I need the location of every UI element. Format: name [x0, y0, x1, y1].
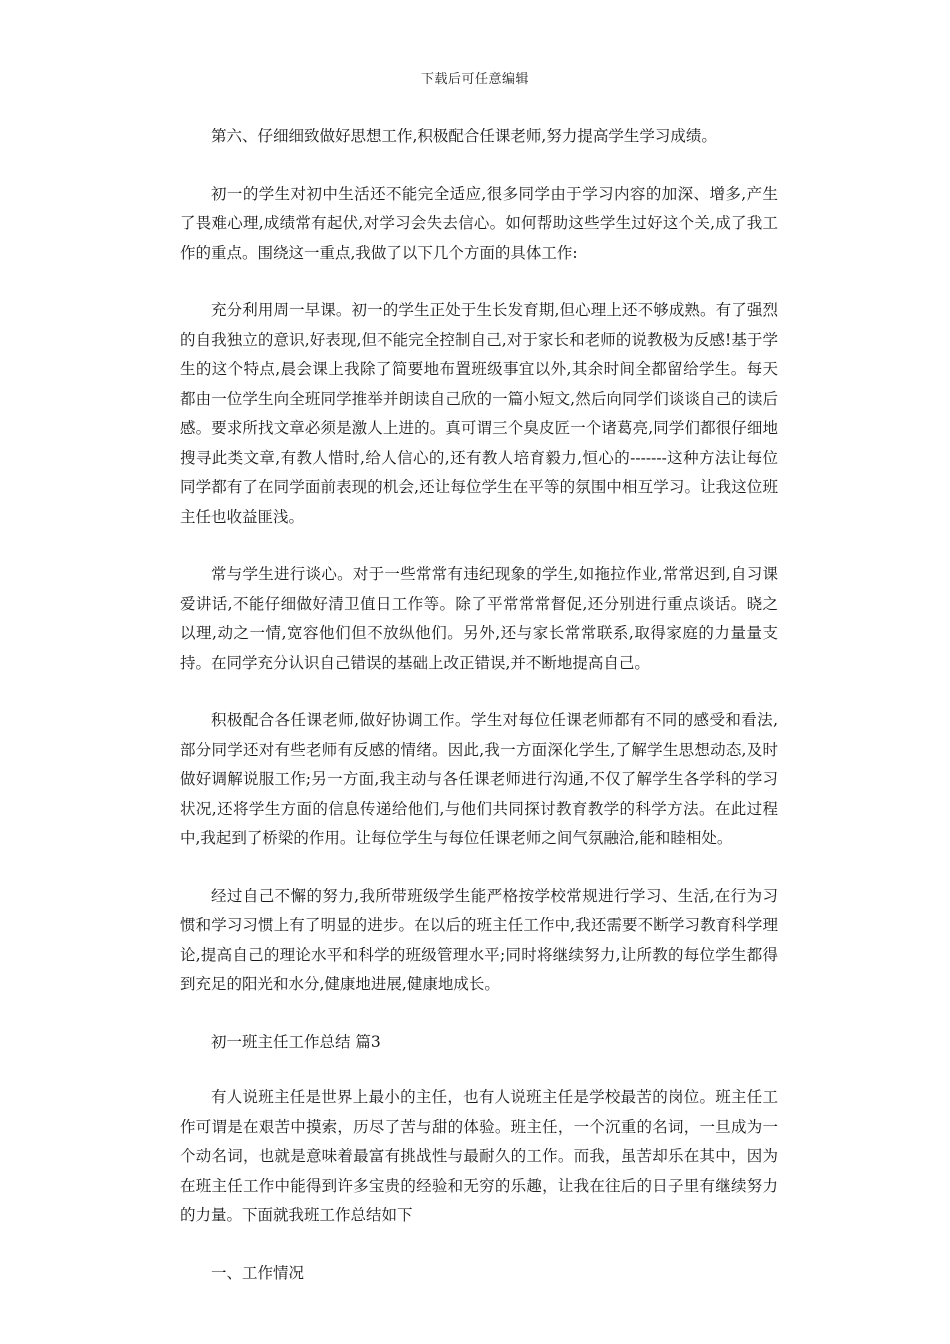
paragraph-talk-with-students: 常与学生进行谈心。对于一些常常有违纪现象的学生,如拖拉作业,常常迟到,自习课爱讲话,不能仔细做好清卫值日工作等。除了平常常常督促,还分别进行重点谈话。晓之以理,动之一情,宽容他们但不放纵他们。另外,还与家长常常联系,取得家庭的力量量支持。在同学充分认识自己错误的基础上改正错误,并不断地提高自己。 [180, 565, 778, 672]
paragraph-item-6: 第六、仔细细致做好思想工作,积极配合任课老师,努力提高学生学习成绩。 [211, 127, 717, 145]
paragraph-section-intro: 有人说班主任是世界上最小的主任，也有人说班主任是学校最苦的岗位。班主任工作可谓是在艰苦中摸索，历尽了苦与甜的体验。班主任，一个沉重的名词，一旦成为一个动名词，也就是意味着最富有挑战性与最耐久的工作。而我，虽苦却乐在其中，因为在班主任工作中能得到许多宝贵的经验和无穷的乐趣，让我在往后的日子里有继续努力的力量。下面就我班工作总结如下 [180, 1088, 778, 1224]
page-header-note: 下载后可任意编辑 [420, 72, 529, 87]
subsection-title: 一、工作情况 [211, 1263, 305, 1282]
paragraph-cooperate-teachers: 积极配合各任课老师,做好协调工作。学生对每位任课老师都有不同的感受和看法,部分同学还对有些老师有反感的情绪。因此,我一方面深化学生,了解学生思想动态,及时做好调解说服工作;另一方面,我主动与各任课老师进行沟通,不仅了解学生各学科的学习状况,还将学生方面的信息传递给他们,与他们共同探讨教育教学的科学方法。在此过程中,我起到了桥梁的作用。让每位学生与每位任课老师之间气氛融洽,能和睦相处。 [180, 711, 778, 847]
document-body [180, 122, 778, 1314]
paragraph-conclusion: 经过自己不懈的努力,我所带班级学生能严格按学校常规进行学习、生活,在行为习惯和学习习惯上有了明显的进步。在以后的班主任工作中,我还需要不断学习教育科学理论,提高自己的理论水平和科学的班级管理水平;同时将继续努力,让所教的每位学生都得到充足的阳光和水分,健康地进展,健康地成长。 [180, 886, 778, 993]
section-title: 初一班主任工作总结 篇3 [211, 1032, 381, 1051]
paragraph-morning-class: 充分利用周一早课。初一的学生正处于生长发育期,但心理上还不够成熟。有了强烈的自我独立的意识,好表现,但不能完全控制自己,对于家长和老师的说教极为反感!基于学生的这个特点,晨会课上我除了简要地布置班级事宜以外,其余时间全都留给学生。每天都由一位学生向全班同学推举并朗读自己欣的一篇小短文,然后向同学们谈谈自己的读后感。要求所找文章必须是激人上进的。真可谓三个臭皮匠一个诸葛亮,同学们都很仔细地搜寻此类文章,有教人惜时,给人信心的,还有教人培育毅力,恒心的-------这种方法让每位同学都有了在同学面前表现的机会,还让每位学生在平等的氛围中相互学习。让我这位班主任也收益匪浅。 [180, 301, 778, 526]
paragraph-intro: 初一的学生对初中生活还不能完全适应,很多同学由于学习内容的加深、增多,产生了畏难心理,成绩常有起伏,对学习会失去信心。如何帮助这些学生过好这个关,成了我工作的重点。围绕这一重点,我做了以下几个方面的具体工作: [180, 184, 778, 262]
